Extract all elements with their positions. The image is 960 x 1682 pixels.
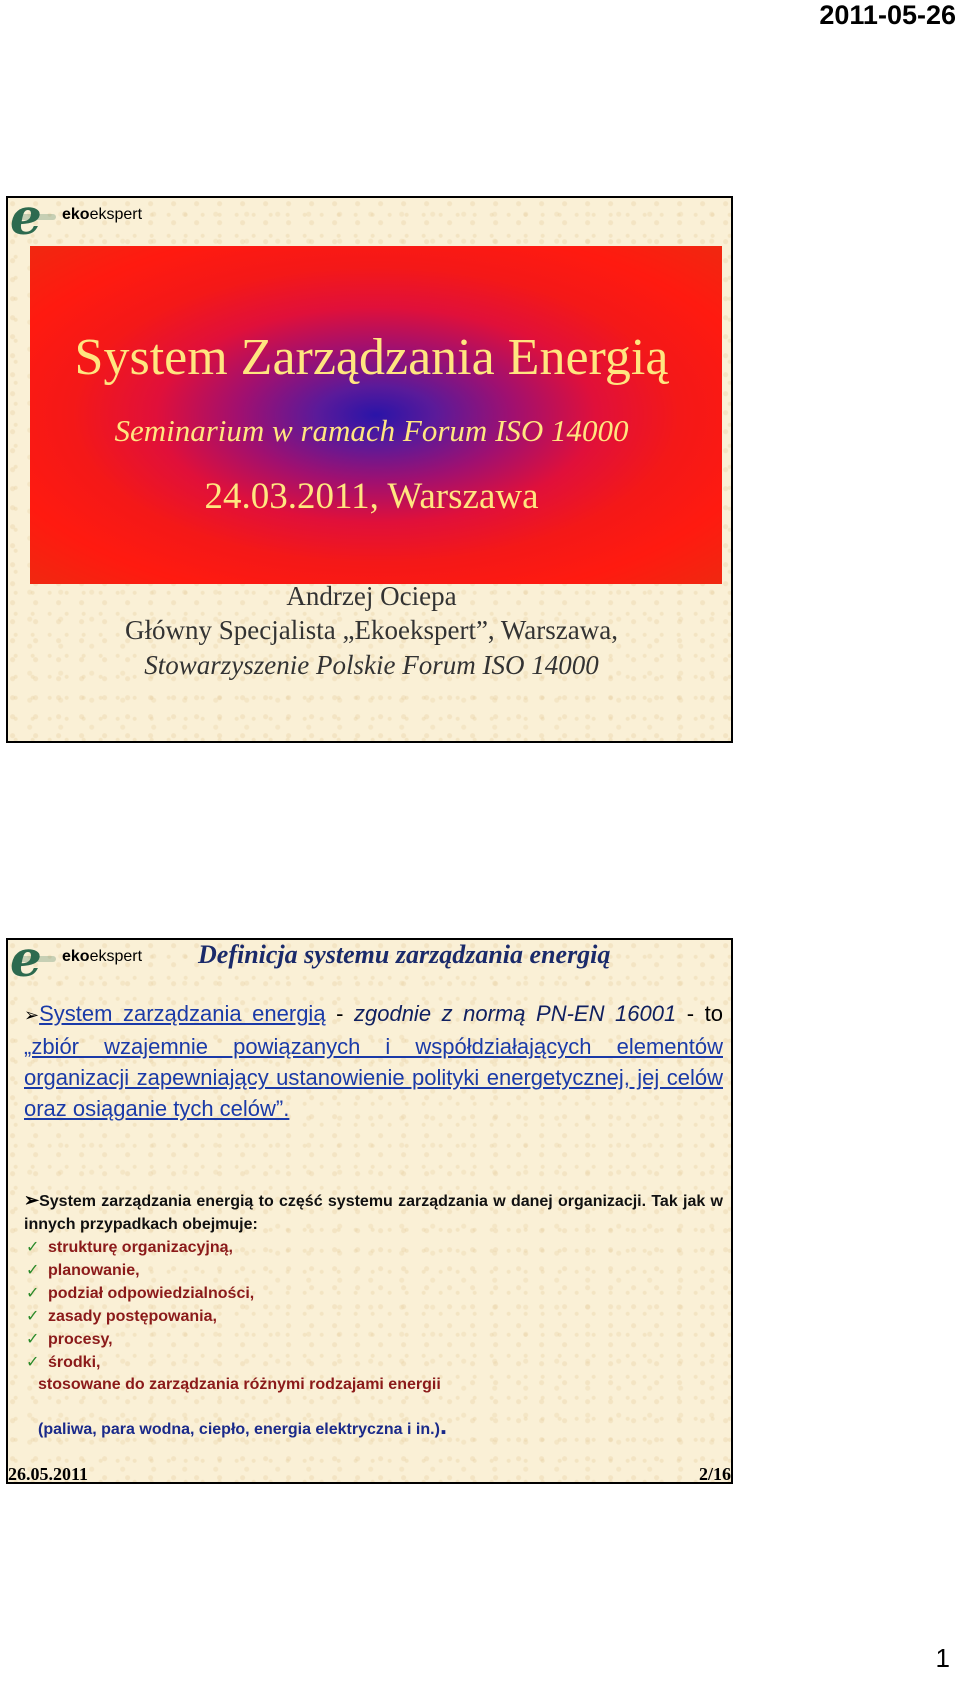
logo-text — [62, 948, 142, 966]
page-date: 2011-05-26 — [819, 0, 956, 30]
definition-quote: „zbiór wzajemnie powiązanych i współdziałających elementów organizacji zapewniający ustanowienie polityki energetycznej, jej celów oraz osiąganie tych celów”. — [24, 1034, 723, 1121]
logo-e-icon: e — [10, 200, 56, 238]
logo-text-rest: ekspert — [89, 948, 143, 965]
list-item: ✓ środki, — [26, 1351, 254, 1374]
used-for-text: stosowane do zarządzania różnymi rodzajami energii — [38, 1376, 441, 1393]
logo-text-bold: eko — [62, 948, 90, 965]
definition-term: System zarządzania energią — [39, 1001, 326, 1026]
checkmark-icon: ✓ — [26, 1262, 40, 1279]
definition-dash: - — [325, 1001, 354, 1026]
logo-text-bold: eko — [62, 206, 90, 223]
logo-text — [62, 206, 142, 224]
list-item: ✓ procesy, — [26, 1328, 254, 1351]
slide-definition — [6, 929, 733, 1484]
slide-heading: Definicja systemu zarządzania energią — [198, 940, 611, 969]
definition-paragraph — [24, 998, 723, 1124]
logo-e-icon: e — [10, 942, 56, 980]
checkmark-icon: ✓ — [26, 1331, 40, 1348]
arrow-bullet-icon: ➢ — [24, 1005, 40, 1025]
slide-date-place: 24.03.2011, Warszawa — [204, 476, 539, 517]
definition-to: - to — [676, 1001, 724, 1026]
checkmark-icon: ✓ — [26, 1239, 40, 1256]
slide-subtitle: Seminarium w ramach Forum ISO 14000 — [114, 413, 629, 448]
system-text: System zarządzania energią to część systemu zarządzania w danej organizacji. Tak jak w innych przypadkach obejmuje: — [24, 1193, 723, 1233]
checkmark-icon: ✓ — [26, 1354, 40, 1371]
list-item: ✓ zasady postępowania, — [26, 1305, 254, 1328]
arrow-bullet-icon: ➢ — [24, 1190, 40, 1210]
list-item: ✓ podział odpowiedzialności, — [26, 1282, 254, 1305]
checkmark-icon: ✓ — [26, 1308, 40, 1325]
slide-footer-page: 2/16 — [698, 1464, 731, 1484]
energy-types-text — [38, 1410, 447, 1441]
author-organization: Stowarzyszenie Polskie Forum ISO 14000 — [144, 650, 599, 680]
list-item: ✓ planowanie, — [26, 1259, 254, 1282]
list-item: ✓ strukturę organizacyjną, — [26, 1236, 254, 1259]
slide-title — [6, 187, 733, 743]
logo-text-rest: ekspert — [89, 206, 143, 223]
ekoekspert-logo — [10, 187, 143, 246]
ekoekspert-logo — [10, 929, 143, 988]
energy-types: (paliwa, para wodna, ciepło, energia elektryczna i in.) — [38, 1421, 440, 1438]
author-role: Główny Specjalista „Ekoekspert”, Warszawa, — [125, 615, 618, 645]
checkmark-icon: ✓ — [26, 1285, 40, 1302]
energy-types-end: . — [439, 1410, 448, 1440]
definition-norm: zgodnie z normą PN-EN 16001 — [353, 1001, 677, 1026]
components-list — [26, 1236, 254, 1374]
author-name: Andrzej Ociepa — [286, 581, 457, 611]
slide-title-heading: System Zarządzania Energią — [74, 329, 669, 386]
slide-footer-date: 26.05.2011 — [8, 1464, 89, 1484]
system-paragraph — [24, 1189, 723, 1236]
page-number: 1 — [935, 1643, 950, 1673]
